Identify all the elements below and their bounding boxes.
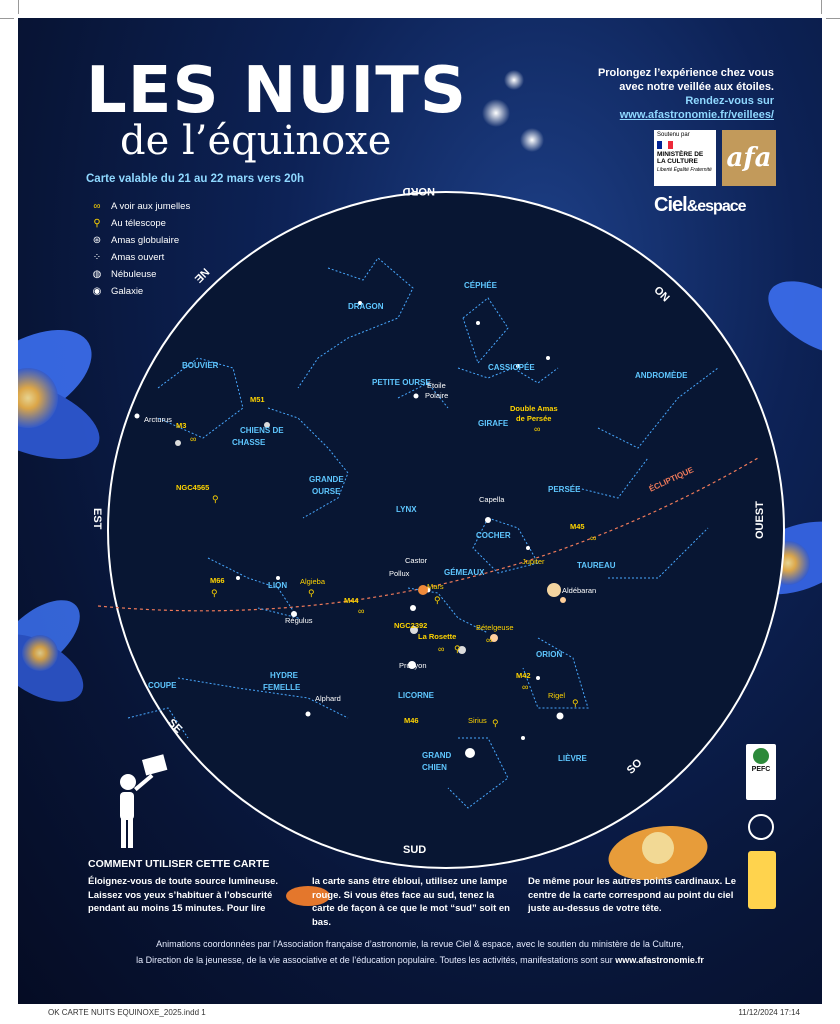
- binoculars-icon: ∞: [438, 644, 445, 654]
- binoculars-icon: ∞: [590, 533, 597, 543]
- object-label: NGC2392: [394, 621, 428, 630]
- legend-label: Nébuleuse: [111, 269, 157, 280]
- binoculars-icon: ∞: [522, 682, 529, 692]
- pefc-logo: [746, 744, 776, 800]
- legend-label: Amas ouvert: [111, 252, 165, 263]
- object-label: Double Amas: [510, 404, 558, 413]
- direction-se: SE: [165, 716, 185, 736]
- legend-item: [90, 215, 190, 232]
- legend-label: Au télescope: [111, 218, 166, 229]
- telescope-icon: ⚲: [211, 588, 218, 598]
- poster: [18, 18, 822, 1004]
- ciel-espace-logo: [654, 194, 746, 217]
- constellation-label: GÉMEAUX: [444, 568, 485, 577]
- ministere-culture-logo: [654, 130, 716, 186]
- promo-link[interactable]: www.afastronomie.fr/veillees/: [619, 109, 774, 121]
- star-label: Pollux: [389, 569, 410, 578]
- star-label: Sirius: [468, 716, 487, 725]
- tree-icon: [753, 748, 769, 764]
- credits-link[interactable]: www.afastronomie.fr: [615, 955, 704, 965]
- afa-logo: afa: [722, 130, 776, 186]
- binoculars-icon: ∞: [93, 201, 101, 212]
- legend-label: Amas globulaire: [111, 235, 180, 246]
- promo-line: Rendez-vous sur: [685, 95, 774, 107]
- constellation-label: CASSIOPÉE: [488, 363, 535, 372]
- print-slug-file: OK CARTE NUITS EQUINOXE_2025.indd 1: [48, 1008, 206, 1017]
- crop-mark: [18, 0, 19, 14]
- star-label: Rigel: [548, 691, 566, 700]
- crop-mark: [821, 0, 822, 14]
- star-label: Alphard: [315, 694, 341, 703]
- constellation-label: CÉPHÉE: [464, 281, 497, 290]
- open-cluster-icon: ⁘: [92, 252, 102, 263]
- flower-left-bottom: [18, 586, 94, 716]
- object-label: M44: [344, 596, 359, 605]
- legend-item: [90, 283, 190, 300]
- print-slug-date: 11/12/2024 17:14: [738, 1008, 800, 1017]
- howto-title: COMMENT UTILISER CETTE CARTE: [88, 858, 270, 870]
- constellation-label: LIÈVRE: [558, 754, 587, 763]
- promo-text: [514, 66, 774, 122]
- constellation-label: TAUREAU: [577, 561, 616, 570]
- telescope-icon: ⚲: [454, 644, 461, 654]
- object-label: M42: [516, 671, 531, 680]
- flower-left-top: [18, 310, 110, 476]
- legend-label: A voir aux jumelles: [111, 201, 191, 212]
- direction-ne: NE: [191, 265, 212, 285]
- constellation-label: COUPE: [148, 681, 177, 690]
- legend-item: [90, 249, 190, 266]
- star-label: Aldébaran: [562, 586, 597, 595]
- legend: [90, 198, 190, 300]
- star-label: Polaire: [425, 391, 449, 400]
- constellation-label: ORION: [536, 650, 563, 659]
- french-flag-icon: [657, 141, 673, 149]
- credits-line: Animations coordonnées par l’Association française d’astronomie, la revue Ciel & espace, avec le soutien du ministère de la Culture,: [156, 939, 684, 949]
- binoculars-icon: ∞: [190, 434, 197, 444]
- pefc-label: PEFC: [751, 766, 771, 773]
- howto-col-3: De même pour les autres points cardinaux. Le centre de la carte correspond au point du ciel juste au-dessus de votre tête.: [528, 876, 737, 914]
- constellation-label: FEMELLE: [263, 683, 301, 692]
- crop-mark: [826, 18, 840, 19]
- page-subtitle: de l’équinoxe: [120, 118, 392, 164]
- nebula-icon: ◍: [92, 269, 102, 280]
- howto-col-2: la carte sans être ébloui, utilisez une lampe rouge. Si vous êtes face au sud, tenez la carte de façon à ce que le mot “sud” soit en bas.: [312, 876, 510, 928]
- legend-item: [90, 266, 190, 283]
- telescope-icon: ⚲: [308, 588, 315, 598]
- object-label: La Rosette: [418, 632, 457, 641]
- direction-no: NO: [652, 283, 673, 304]
- direction-south: SUD: [403, 844, 427, 856]
- object-label: M45: [570, 522, 585, 531]
- telescope-icon: ⚲: [434, 595, 441, 605]
- constellation-label: OURSE: [312, 487, 341, 496]
- logo-caption: Soutenu par: [657, 132, 690, 138]
- telescope-icon: ⚲: [492, 718, 499, 728]
- object-label: de Persée: [516, 414, 552, 423]
- credits-line: [58, 952, 782, 968]
- star-label: Castor: [405, 556, 428, 565]
- object-label: NGC4565: [176, 483, 210, 492]
- binoculars-icon: ∞: [358, 606, 365, 616]
- constellation-label: LION: [268, 581, 288, 590]
- object-label: M66: [210, 576, 225, 585]
- constellation-label: LYNX: [396, 505, 417, 514]
- constellation-label: PERSÉE: [548, 485, 581, 494]
- telescope-icon: ⚲: [572, 698, 579, 708]
- person-reading-map-icon: [120, 754, 167, 848]
- direction-east: EST: [91, 508, 103, 530]
- logo-text: Ciel: [654, 194, 687, 216]
- constellation-label: GIRAFE: [478, 419, 509, 428]
- direction-west: OUEST: [754, 501, 766, 539]
- star-label: Capella: [479, 495, 505, 504]
- constellation-label: CHIEN: [422, 763, 447, 772]
- validity-text: Carte valable du 21 au 22 mars vers 20h: [86, 173, 304, 185]
- constellation-label: LICORNE: [398, 691, 434, 700]
- page-title: LES NUITS: [86, 54, 467, 128]
- star-label: Bételgeuse: [476, 623, 514, 632]
- logo-name: MINISTÈRE DE LA CULTURE: [657, 151, 704, 165]
- direction-so: SO: [624, 756, 645, 777]
- star-label: Mars: [427, 582, 444, 591]
- star-label: Étoile: [427, 381, 446, 390]
- star-label: Arcturus: [144, 415, 172, 424]
- constellation-label: CHASSE: [232, 438, 266, 447]
- triman-logo: [748, 814, 774, 840]
- direction-north: NORD: [402, 185, 435, 197]
- globular-cluster-icon: ⊛: [92, 235, 102, 246]
- crop-mark: [0, 18, 14, 19]
- recycling-info-logo: [748, 851, 776, 909]
- promo-line: Prolongez l’expérience chez vous: [597, 67, 774, 79]
- object-label: M3: [176, 421, 187, 430]
- ecliptic-label: ÉCLIPTIQUE: [647, 465, 695, 494]
- logo-text: &espace: [686, 198, 746, 215]
- telescope-icon: ⚲: [93, 218, 101, 229]
- binoculars-icon: ∞: [534, 424, 541, 434]
- constellation-label: GRAND: [422, 751, 452, 760]
- constellation-label: BOUVIER: [182, 361, 219, 370]
- constellation-label: COCHER: [476, 531, 511, 540]
- constellation-label: CHIENS DE: [240, 426, 284, 435]
- constellation-label: GRANDE: [309, 475, 344, 484]
- legend-item: [90, 198, 190, 215]
- credits: [58, 936, 782, 968]
- howto-col-1: Éloignez-vous de toute source lumineuse. Laissez vos yeux s’habituer à l’obscurité pendant au moins 15 minutes. Pour lire: [88, 876, 279, 914]
- star-label: Régulus: [285, 616, 313, 625]
- constellation-label: ANDROMÈDE: [635, 371, 688, 380]
- star-label: Procyon: [399, 661, 427, 670]
- legend-item: [90, 232, 190, 249]
- telescope-icon: ⚲: [212, 494, 219, 504]
- legend-label: Galaxie: [111, 286, 144, 297]
- logo-motto: Liberté Égalité Fraternité: [657, 167, 712, 173]
- credits-text: la Direction de la jeunesse, de la vie associative et de l’éducation populaire. Toutes les activités, manifestations sont sur: [136, 955, 616, 965]
- star-label: Jupiter: [522, 557, 545, 566]
- promo-line: avec notre veillée aux étoiles.: [619, 81, 774, 93]
- constellation-label: PETITE OURSE: [372, 378, 431, 387]
- constellation-label: DRAGON: [348, 302, 384, 311]
- object-label: M46: [404, 716, 419, 725]
- constellation-label: HYDRE: [270, 671, 299, 680]
- star-label: Algieba: [300, 577, 326, 586]
- binoculars-icon: ∞: [486, 635, 493, 645]
- object-label: M51: [250, 395, 265, 404]
- galaxy-icon: ◉: [92, 286, 102, 297]
